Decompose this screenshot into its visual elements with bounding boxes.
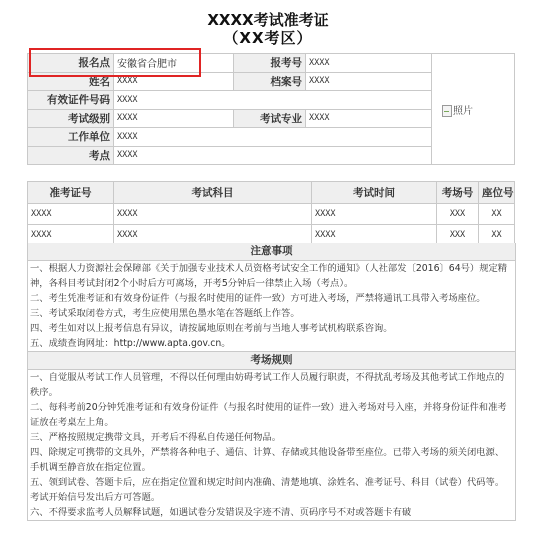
header-ticket-no: 准考证号 <box>28 182 114 204</box>
rules-item-4: 四、除规定可携带的文具外，严禁将各种电子、通信、计算、存储或其他设备带至座位。已带入考场的须关闭电源、手机调至静音放在指定位置。 <box>30 447 505 473</box>
site-label: 报名点 <box>28 54 114 73</box>
site-value: 安徽省合肥市 <box>114 54 234 73</box>
venue-label: 考点 <box>28 146 114 165</box>
schedule-header-row <box>28 182 515 204</box>
cell-subject: XXXX <box>114 204 312 225</box>
rules-item-5: 五、领到试卷、答题卡后，应在指定位置和规定时间内准确、清楚地填、涂姓名、准考证号、科目（试卷）代码等。考试开始信号发出后方可答题。 <box>30 477 505 503</box>
name-label: 姓名 <box>28 72 114 91</box>
fileno-label: 档案号 <box>234 72 306 91</box>
cell-ticket-no: XXXX <box>28 204 114 225</box>
fileno-value: XXXX <box>306 72 432 91</box>
rules-item-6: 六、不得要求监考人员解释试题，如遇试卷分发错误及字迹不清、页码序号不对或答题卡有破 <box>30 507 412 518</box>
cell-room: XXX <box>437 225 479 246</box>
cell-time: XXXX <box>312 204 437 225</box>
rules-item-1: 一、自觉服从考试工作人员管理，不得以任何理由妨碍考试工作人员履行职责，不得扰乱考场及其他考试工作地点的秩序。 <box>30 372 505 398</box>
venue-value: XXXX <box>114 146 432 165</box>
employer-value: XXXX <box>114 128 432 147</box>
employer-label: 工作单位 <box>28 128 114 147</box>
cell-seat: XX <box>479 225 515 246</box>
level-label: 考试级别 <box>28 109 114 128</box>
notice-item-3: 三、考试采取闭卷方式，考生应使用黑色墨水笔在答题纸上作答。 <box>30 308 300 319</box>
notice-heading: 注意事项 <box>28 243 515 261</box>
major-label: 考试专业 <box>234 109 306 128</box>
cell-subject: XXXX <box>114 225 312 246</box>
exam-schedule-table <box>27 181 515 246</box>
notes-section <box>27 243 516 521</box>
table-row <box>28 204 515 225</box>
header-subject: 考试科目 <box>114 182 312 204</box>
major-value: XXXX <box>306 109 432 128</box>
rules-heading: 考场规则 <box>28 351 515 370</box>
notice-item-5: 五、成绩查询网址：http://www.apta.gov.cn。 <box>30 338 231 349</box>
id-value: XXXX <box>114 91 432 110</box>
admission-ticket-title <box>0 11 536 47</box>
header-seat: 座位号 <box>479 182 515 204</box>
title-line-2: （XX考区） <box>223 29 313 47</box>
cell-time: XXXX <box>312 225 437 246</box>
regno-value: XXXX <box>306 54 432 73</box>
cell-seat: XX <box>479 204 515 225</box>
notice-item-2: 二、考生凭准考证和有效身份证件（与报名时使用的证件一致）方可进入考场，严禁将通讯工具带入考场座位。 <box>30 293 486 304</box>
id-label: 有效证件号码 <box>28 91 114 110</box>
level-value: XXXX <box>114 109 234 128</box>
header-room: 考场号 <box>437 182 479 204</box>
cell-ticket-no: XXXX <box>28 225 114 246</box>
notice-item-1: 一、根据人力资源社会保障部《关于加强专业技术人员资格考试安全工作的通知》（人社部发〔2016〕64号）规定精神，各科目考试封闭2个小时后方可离场，开考5分钟后一律禁止入场（考点）。 <box>30 263 508 289</box>
candidate-info-table <box>27 53 515 165</box>
rules-item-2: 二、每科考前20分钟凭准考证和有效身份证件（与报名时使用的证件一致）进入考场对号入座，并将身份证件和准考证放在考桌左上角。 <box>30 402 507 428</box>
name-value: XXXX <box>114 72 234 91</box>
cell-room: XXX <box>437 204 479 225</box>
rules-item-3: 三、严格按照规定携带文具，开考后不得私自传递任何物品。 <box>30 432 282 443</box>
regno-label: 报考号 <box>234 54 306 73</box>
photo-alt-text: 照片 <box>453 105 473 117</box>
notice-item-4: 四、考生如对以上报考信息有异议，请按属地原则在考前与当地人事考试机构联系咨询。 <box>30 323 393 334</box>
title-line-1: XXXX考试准考证 <box>207 11 329 29</box>
broken-image-icon <box>442 105 452 117</box>
header-time: 考试时间 <box>312 182 437 204</box>
photo-placeholder <box>432 54 515 165</box>
